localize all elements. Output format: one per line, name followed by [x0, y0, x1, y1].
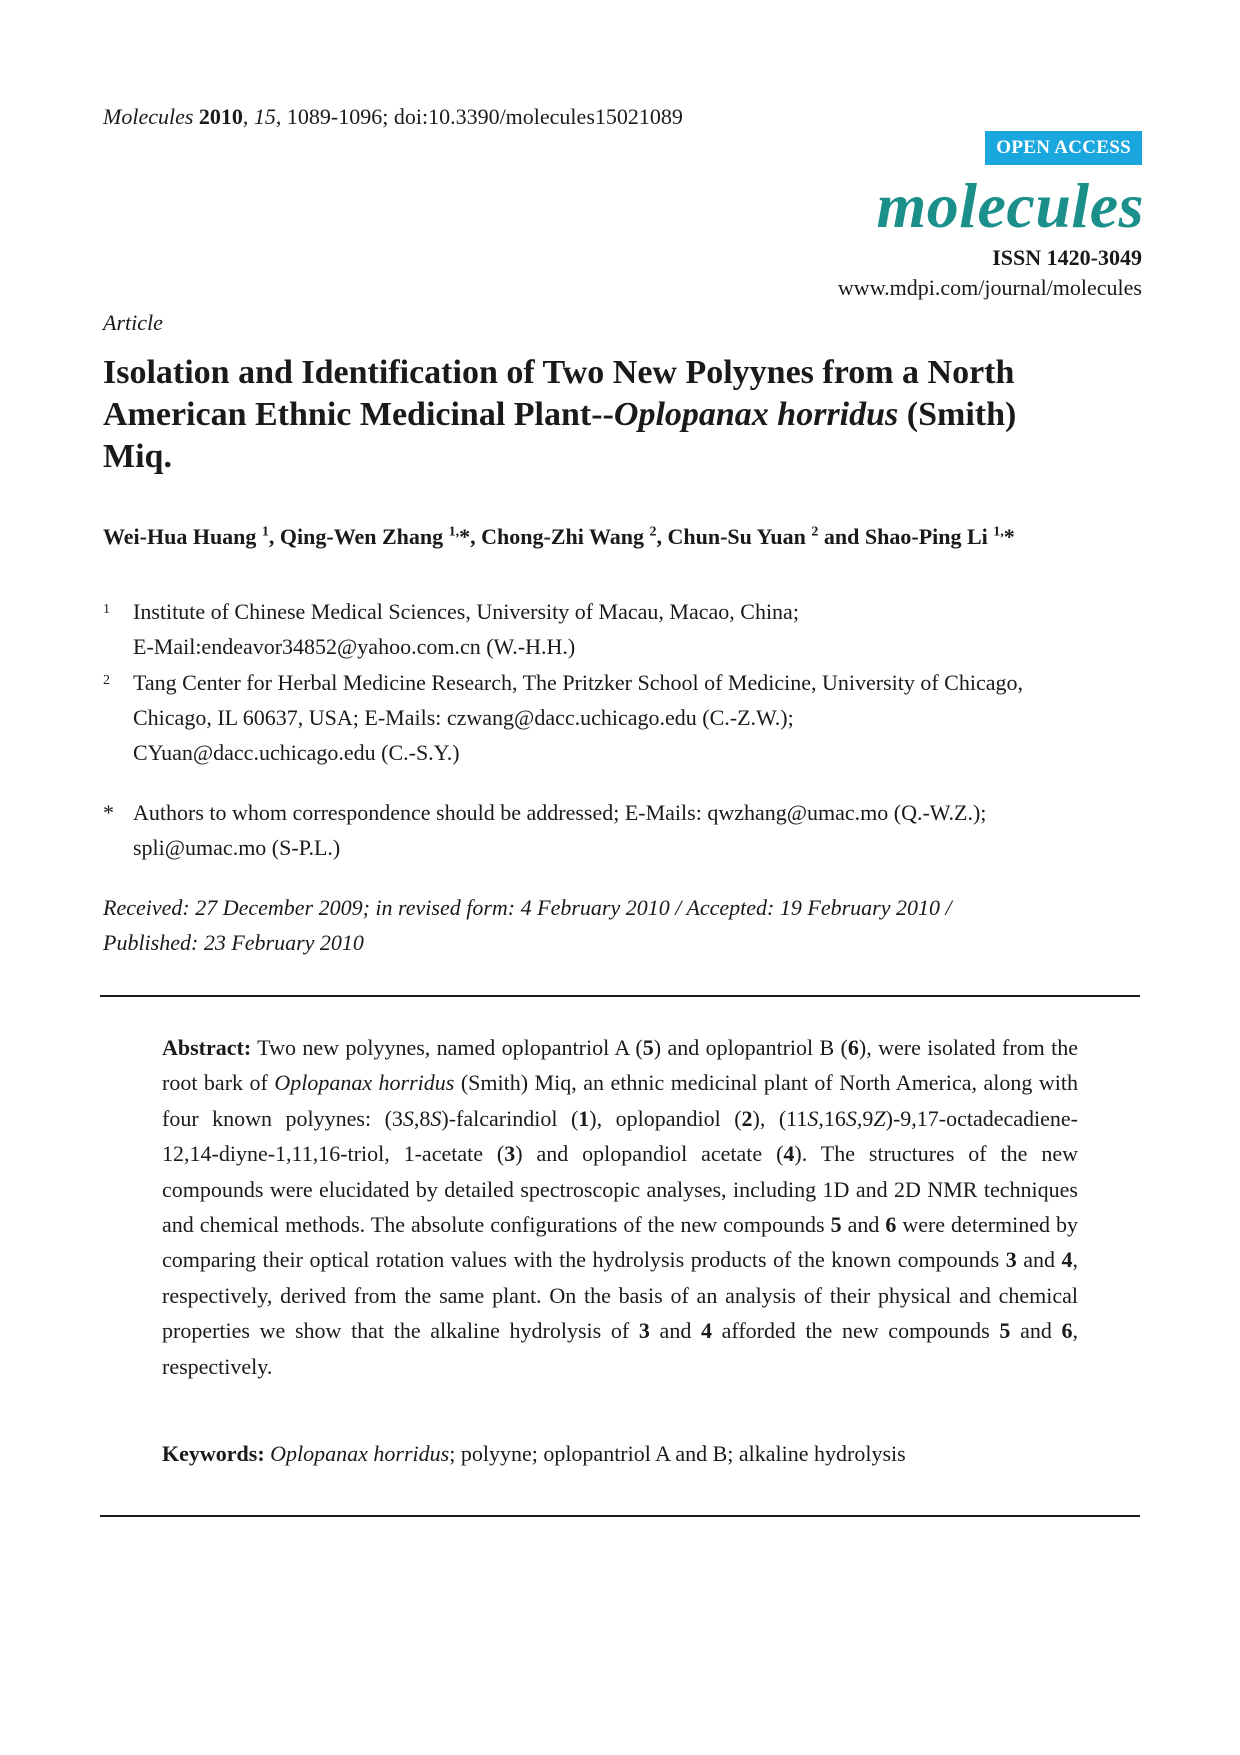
title-line-1: Isolation and Identification of Two New Polyynes from a North: [103, 354, 1015, 391]
correspondence-line: Authors to whom correspondence should be addressed; E-Mails: qwzhang@umac.mo (Q.-W.Z.);: [133, 800, 987, 825]
title-line-2b: (Smith): [898, 396, 1017, 433]
publication-dates: [103, 890, 952, 960]
abstract-label: Abstract:: [162, 1035, 252, 1060]
title-line-3: Miq.: [103, 438, 172, 475]
correspondence-mark: *: [103, 800, 114, 825]
dates-line-2: Published: 23 February 2010: [103, 930, 364, 955]
affiliation-1: [103, 594, 1163, 664]
dates-line-1: Received: 27 December 2009; in revised form: 4 February 2010 / Accepted: 19 February 2010 /: [103, 895, 952, 920]
correspondence-note: [103, 795, 1163, 865]
author: Shao-Ping Li $^{1,}$*: [864, 524, 1015, 549]
top-divider: [100, 995, 1140, 997]
citation-line: Molecules 2010, 15, 1089-1096; doi:10.3390/molecules15021089: [103, 104, 683, 129]
abstract-species: Oplopanax horridus: [274, 1070, 455, 1096]
open-access-badge: OPEN ACCESS: [985, 131, 1142, 165]
affiliation-2: [103, 665, 1163, 770]
author: Qing-Wen Zhang $^{1,}$*,: [279, 524, 482, 549]
citation-volume: 15: [253, 104, 276, 129]
keywords-label: Keywords:: [162, 1441, 265, 1466]
citation-pages-doi: 1089-1096; doi:10.3390/molecules15021089: [286, 104, 683, 129]
title-species: Oplopanax horridus: [613, 396, 899, 433]
author-list: [103, 524, 1015, 550]
affiliation-email: CYuan@dacc.uchicago.edu (C.-S.Y.): [133, 740, 460, 765]
affiliation-number: 2: [103, 673, 110, 688]
journal-logo: molecules: [876, 170, 1144, 241]
correspondence-line: spli@umac.mo (S-P.L.): [133, 835, 341, 860]
bottom-divider: [100, 1515, 1140, 1517]
affiliation-line: Chicago, IL 60637, USA; E-Mails: czwang@dacc.uchicago.edu (C.-Z.W.);: [133, 705, 794, 730]
author: Chong-Zhi Wang $^2$,: [481, 524, 668, 549]
affiliation-line: Tang Center for Herbal Medicine Research, The Pritzker School of Medicine, University of Chicago,: [133, 670, 1024, 695]
citation-journal: Molecules: [103, 104, 194, 129]
citation-year: 2010: [198, 104, 243, 129]
abstract: Abstract: Two new polyynes, named oplopantriol A (5) and oplopantriol B (6), were isolated from the root bark of Oplopanax horridus (Smith) Miq, an ethnic medicinal plant of North America, along with four known polyynes: (3S,8S)-falcarindiol (1), oplopandiol (2), (11S,16S,9Z)-9,17-octadecadiene-12,14-diyne-1,11,16-triol, 1-acetate (3) and oplopandiol acetate (4). The structures of the new compounds were elucidated by detailed spectroscopic analyses, including 1D and 2D NMR techniques and chemical methods. The absolute configurations of the new compounds 5 and 6 were determined by comparing their optical rotation values with the hydrolysis products of the known compounds 3 and 4, respectively, derived from the same plant. On the basis of an analysis of their physical and chemical properties we show that the alkaline hydrolysis of 3 and 4 afforded the new compounds 5 and 6, respectively.: [162, 1035, 1079, 1379]
affiliation-line: Institute of Chinese Medical Sciences, University of Macau, Macao, China;: [133, 599, 799, 624]
keywords: [162, 1441, 906, 1467]
author: Chun-Su Yuan $^2$ and: [667, 524, 865, 549]
article-title: [103, 352, 1143, 478]
article-type: Article: [103, 310, 163, 335]
author: Wei-Hua Huang $^1$,: [103, 524, 280, 549]
issn: ISSN 1420-3049: [992, 245, 1142, 270]
affiliation-email: E-Mail:endeavor34852@yahoo.com.cn (W.-H.H.): [133, 634, 576, 659]
keywords-species: Oplopanax horridus: [270, 1441, 450, 1466]
journal-url[interactable]: www.mdpi.com/journal/molecules: [837, 275, 1142, 300]
keywords-list: ; polyyne; oplopantriol A and B; alkaline hydrolysis: [449, 1441, 906, 1466]
affiliation-number: 1: [103, 602, 110, 617]
title-line-2a: American Ethnic Medicinal Plant--: [103, 396, 614, 433]
